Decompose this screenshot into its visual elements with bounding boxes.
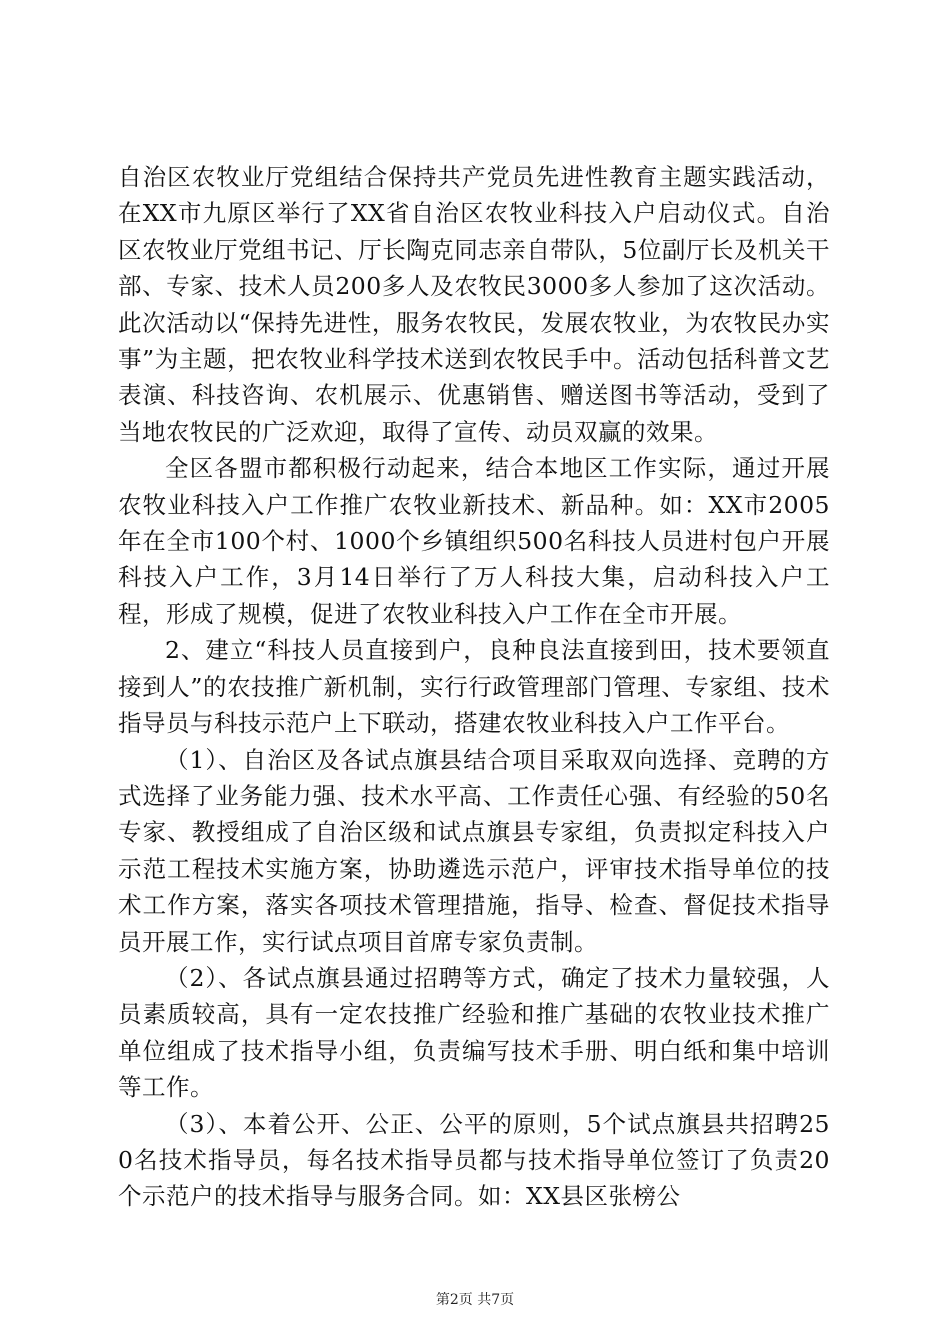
paragraph-1: 自治区农牧业厅党组结合保持共产党员先进性教育主题实践活动，在XX市九原区举行了XX省自治区农牧业科技入户启动仪式。自治区农牧业厅党组书记、厅长陶克同志亲自带队，5位副厅长及机关干部、专家、技术人员200多人及农牧民3000多人参加了这次活动。此次活动以“保持先进性，服务农牧民，发展农牧业，为农牧民办实事”为主题，把农牧业科学技术送到农牧民手中。活动包括科普文艺表演、科技咨询、农机展示、优惠销售、赠送图书等活动，受到了当地农牧民的广泛欢迎，取得了宣传、动员双赢的效果。 [118,163,830,446]
paragraph-3: 2、建立“科技人员直接到户，良种良法直接到田，技术要领直接到人”的农技推广新机制，实行行政管理部门管理、专家组、技术指导员与科技示范户上下联动，搭建农牧业科技入户工作平台。 [118,636,830,738]
document-body [118,159,830,1215]
paragraph-4: （1）、自治区及各试点旗县结合项目采取双向选择、竞聘的方式选择了业务能力强、技术水平高、工作责任心强、有经验的50名专家、教授组成了自治区级和试点旗县专家组，负责拟定科技入户示范工程技术实施方案，协助遴选示范户，评审技术指导单位的技术工作方案，落实各项技术管理措施，指导、检查、督促技术指导员开展工作，实行试点项目首席专家负责制。 [118,745,830,956]
paragraph-6: （3）、本着公开、公正、公平的原则，5个试点旗县共招聘250名技术指导员，每名技术指导员都与技术指导单位签订了负责20个示范户的技术指导与服务合同。如：XX县区张榜公 [118,1109,830,1211]
paragraph-5: （2）、各试点旗县通过招聘等方式，确定了技术力量较强，人员素质较高，具有一定农技推广经验和推广基础的农牧业技术推广单位组成了技术指导小组，负责编写技术手册、明白纸和集中培训等工作。 [118,963,830,1102]
page-number-footer: 第2页 共7页 [435,1292,515,1308]
paragraph-2: 全区各盟市都积极行动起来，结合本地区工作实际，通过开展农牧业科技入户工作推广农牧业新技术、新品种。如：XX市2005年在全市100个村、1000个乡镇组织500名科技人员进村包户开展科技入户工作，3月14日举行了万人科技大集，启动科技入户工程，形成了规模，促进了农牧业科技入户工作在全市开展。 [118,454,830,628]
